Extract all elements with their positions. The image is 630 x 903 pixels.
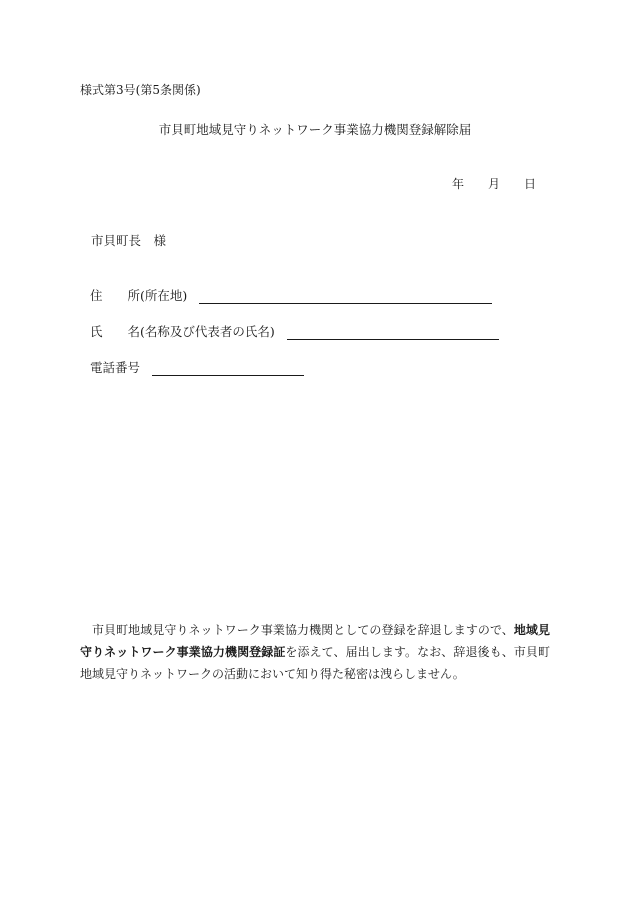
name-label: 氏 名(名称及び代表者の氏名)	[90, 324, 275, 339]
address-blank-line[interactable]	[199, 289, 492, 304]
declaration-text-2: を添えて、届出します。なお、辞退後も、市貝町地域見守りネットワークの活動において知り得た秘密は洩らしません。	[80, 645, 550, 681]
phone-label: 電話番号	[90, 360, 141, 375]
phone-blank-line[interactable]	[152, 361, 304, 376]
declaration-bold-text: 地域見守りネットワーク事業協力機関登録証	[80, 623, 550, 659]
date-month: 月	[488, 177, 501, 191]
phone-field	[90, 358, 304, 376]
address-label: 住 所(所在地)	[90, 288, 188, 303]
document-title: 市貝町地域見守りネットワーク事業協力機関登録解除届	[158, 122, 472, 137]
date-line	[452, 175, 536, 192]
declaration-text-1: 市貝町地域見守りネットワーク事業協力機関としての登録を辞退しますので、	[92, 623, 514, 637]
date-year: 年	[452, 177, 465, 191]
name-field	[90, 322, 499, 340]
date-day: 日	[524, 177, 537, 191]
addressee: 市貝町長 様	[91, 233, 167, 248]
form-number: 様式第3号(第5条関係)	[80, 83, 201, 97]
address-field	[90, 286, 492, 304]
name-blank-line[interactable]	[287, 325, 499, 340]
declaration-paragraph	[80, 619, 550, 685]
